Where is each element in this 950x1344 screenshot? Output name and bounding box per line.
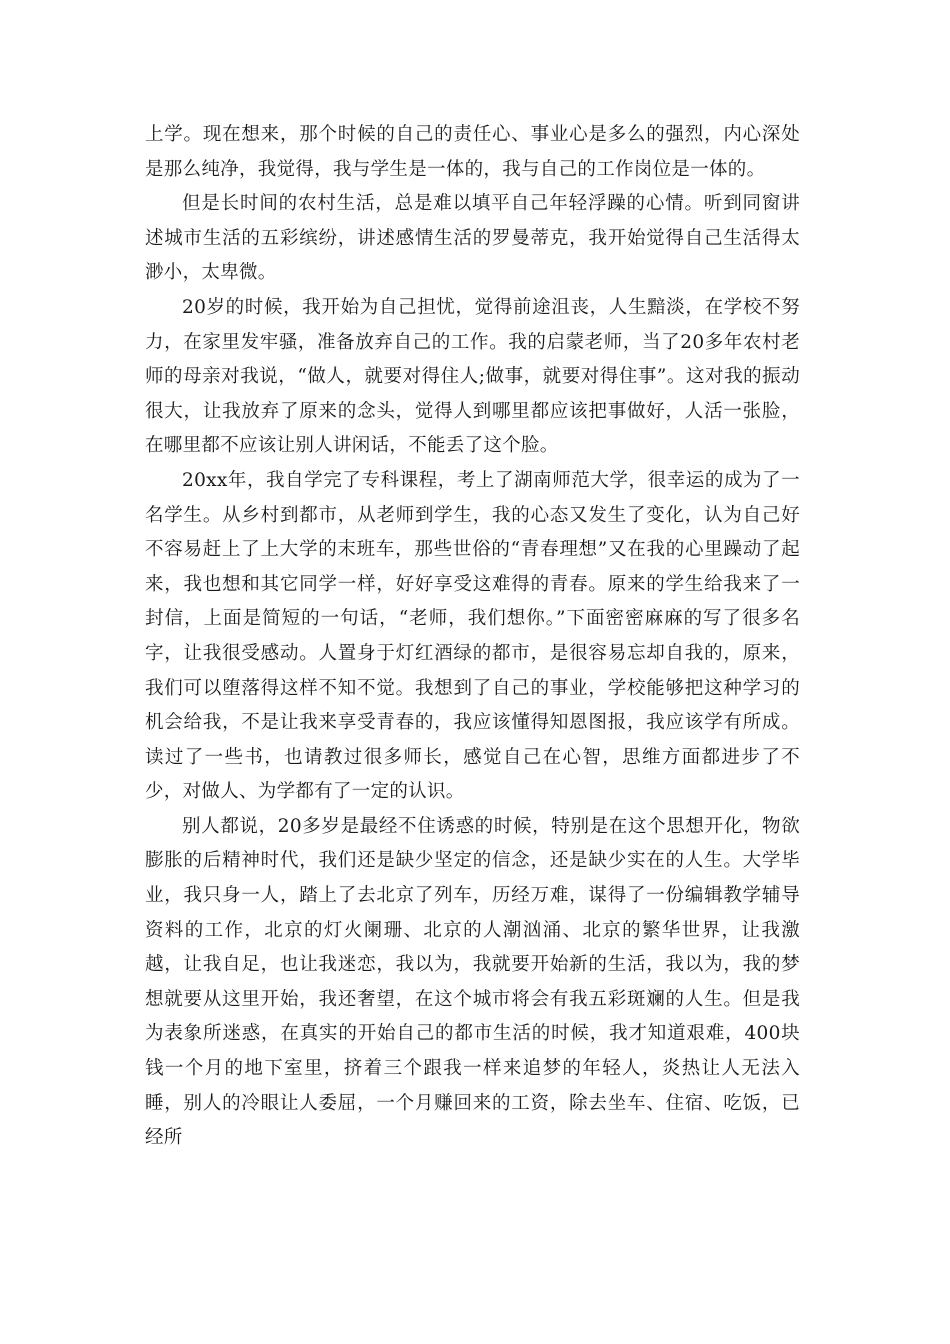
paragraph: 但是长时间的农村生活，总是难以填平自己年轻浮躁的心情。听到同窗讲述城市生活的五彩缤纷，讲述感情生活的罗曼蒂克，我开始觉得自己生活得太渺小，太卑微。 (145, 193, 800, 284)
paragraph: 20岁的时候，我开始为自己担忧，觉得前途沮丧，人生黯淡，在学校不努力，在家里发牢骚，准备放弃自己的工作。我的启蒙老师，当了20多年农村老师的母亲对我说，“做人，就要对得住人;做事，就要对得住事”。这对我的振动很大，让我放弃了原来的念头，觉得人到哪里都应该把事做好，人活一张脸，在哪里都不应该让别人讲闲话，不能丢了这个脸。 (145, 296, 800, 457)
document-body (145, 118, 800, 1156)
paragraph-continuation: 上学。现在想来，那个时候的自己的责任心、事业心是多么的强烈，内心深处是那么纯净，我觉得，我与学生是一体的，我与自己的工作岗位是一体的。 (145, 124, 800, 180)
paragraph: 别人都说，20多岁是最经不住诱惑的时候，特别是在这个思想开化，物欲膨胀的后精神时代，我们还是缺少坚定的信念，还是缺少实在的人生。大学毕业，我只身一人，踏上了去北京了列车，历经万难，谋得了一份编辑教学辅导资料的工作，北京的灯火阑珊、北京的人潮汹涌、北京的繁华世界，让我激越，让我自足，也让我迷恋，我以为，我就要开始新的生活，我以为，我的梦想就要从这里开始，我还奢望，在这个城市将会有我五彩斑斓的人生。但是我为表象所迷惑，在真实的开始自己的都市生活的时候，我才知道艰难，400块钱一个月的地下室里，挤着三个跟我一样来追梦的年轻人，炎热让人无法入睡，别人的冷眼让人委屈，一个月赚回来的工资，除去坐车、住宿、吃饭，已经所 (145, 815, 800, 1149)
paragraph: 20xx年，我自学完了专科课程，考上了湖南师范大学，很幸运的成为了一名学生。从乡村到都市，从老师到学生，我的心态又发生了变化，认为自己好不容易赶上了上大学的末班车，那些世俗的“青春理想”又在我的心里躁动了起来，我也想和其它同学一样，好好享受这难得的青春。原来的学生给我来了一封信，上面是简短的一句话，“老师，我们想你。”下面密密麻麻的写了很多名字，让我很受感动。人置身于灯红酒绿的都市，是很容易忘却自我的，原来，我们可以堕落得这样不知不觉。我想到了自己的事业，学校能够把这种学习的机会给我，不是让我来享受青春的，我应该懂得知恩图报，我应该学有所成。读过了一些书，也请教过很多师长，感觉自己在心智，思维方面都进步了不少，对做人、为学都有了一定的认识。 (145, 469, 800, 803)
